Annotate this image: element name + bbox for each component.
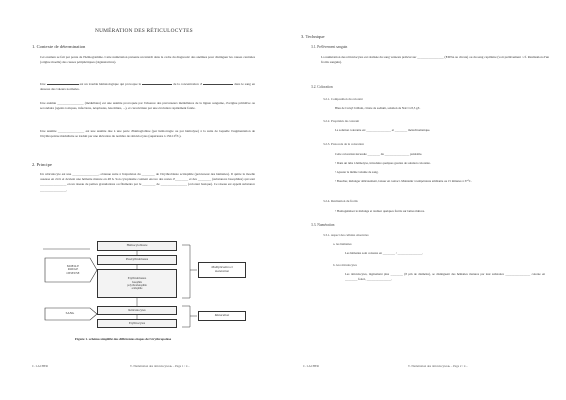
moelle-osseuse-label: MOELLE ROUGE OSSEUSE [66, 263, 80, 275]
page-2 [283, 0, 566, 400]
hematies-paragraph: Les hématies sont colorées en ________ / ________________. [345, 251, 424, 255]
multiplication-maturation-box: Multiplication et maturation [198, 262, 246, 278]
section-3-2-heading: 3.2. Coloration [311, 85, 333, 89]
section-3-3-heading: 3.3. Numération [311, 223, 335, 227]
section-3-2-3-paragraph-1: Cette coloration nécessite ________ du ________________ préalable. [335, 152, 423, 156]
section-1-paragraph-2: Une est un trouble hématologique qui provoque la de la concentration d' dans le sang en dessous des valeurs normales. [40, 82, 256, 92]
hematies-subheading: a. les hématies [333, 242, 352, 246]
section-3-2-4-paragraph: • Homogénéiser le mélange et réaliser quelques frottis sur lames minces. [335, 209, 425, 213]
footer-page-info: T- Numération des réticulocytes ▸ – Page 1 / 4 – [130, 364, 190, 368]
erythrocytes-box: Erythrocytes [97, 319, 177, 328]
section-3-2-3-step-1: • Dans un tube à hémolyse, introduire quelques gouttes de solution colorante. [335, 161, 431, 165]
section-3-heading: 3. Technique [301, 34, 325, 39]
section-1-paragraph-4: Une anémie ________________ est une anémie due à une perte d'hémoglobine (par hémorragie ou par hémolyse) à la suite de laquelle l'augmentation de l'érythropoïèse médullaire se traduit par une élévation du nombre de réticulocytes (supérieure à 150.10⁹/L). [40, 129, 255, 139]
footer-author: C. LACHER [32, 364, 48, 368]
section-3-2-4-heading: 3.2.4. Réalisation du frottis [323, 199, 358, 203]
section-3-1-heading: 3.1. Prélèvement sanguin [311, 45, 348, 49]
section-1-paragraph-1: Cet examen se fait par ponte de l'hémogramme. Cette numération présente un intérêt dans le cadre du diagnostic des anémies pour distinguer les causes centrales (origine moelle) des causes périphériques (régénératives). [40, 55, 255, 65]
erythroblastes-stages: basophile polychromatophile acidophile [127, 280, 147, 290]
hemocytoblaste-box: Hémocytoblaste [97, 241, 177, 251]
section-1-paragraph-3: Une anémie ________________ (médullaire) est une anémie provoquée par l'absence des précurseurs médullaires de la lignée sanguine, d'origine primitive ou secondaire (agents toxiques, infections, néoplasies, leucémies, ...), et caractérisée par une évolution rapidement fatale. [40, 101, 255, 111]
section-2-heading: 2. Principe [32, 162, 52, 167]
document-title: NUMÉRATION DES RÉTICULOCYTES [95, 28, 193, 34]
section-3-2-3-step-2: • Ajouter le même volume de sang. [335, 170, 379, 174]
section-3-1-paragraph: La numération des réticulocytes est réalisée du sang veineux prélevé sur ________________ (EDTA ou citrate) ou du sang capillaire (voir prélèvement : cf. Réalisation d'un frottis sanguin). [321, 55, 549, 65]
erythroblastes-box [97, 269, 177, 298]
section-3-2-1-heading: 3.2.1. Composition du colorant [323, 97, 363, 101]
sang-label: SANG [65, 311, 75, 316]
section-3-2-2-paragraph: La solution colorante est ________________ et ________ métachromatique. [335, 128, 431, 132]
section-3-2-3-heading: 3.2.3. Protocole de la coloration [323, 142, 364, 146]
footer-page-info: T- Numération des réticulocytes ▸ – Page 2 / 4 – [408, 364, 468, 368]
reticulocytes-subheading: b. les réticulocytes [333, 263, 357, 267]
section-3-2-2-heading: 3.2.2. Propriétés du colorant [323, 119, 360, 123]
section-2-paragraph: Un réticulocyte est une ________________, obtenue suite à l'expulsion du ________ de l'érythroblaste acidophile (précurseur des hématies). Il quitte la moelle osseuse en 24 h et devient une hématie mature en 48 h. Son cytoplasme contient encore des restes d'________ et des ________ (substances basophiles) qui sont ________________ en un réseau de petites granulations ou filaments par le ________ de ________________ (colorant basique). Ce réseau est appelé substance ________________. [40, 172, 255, 192]
section-3-2-1-paragraph: Bleu de Crésyl brillant, citrate de sodium, solution de NaCl à 8,5 g/L [335, 106, 421, 110]
reticulocytes-paragraph: Les réticulocytes, légèrement plus ________ (8 µm de diamètre), se distinguent des hématies matures par leur substance ________________ colorée en ________ foncé, ________________. [345, 272, 545, 282]
maturation-box: Maturation [198, 311, 246, 321]
reticulocytes-box: Réticulocytes [97, 306, 177, 315]
proerythroblaste-box: Proérythroblastes [97, 255, 177, 265]
section-1-heading: 1. Contexte de détermination [32, 44, 86, 49]
figure-caption: Figure 1. schéma simplifié des différentes étapes de l'érythropoïèse [75, 337, 172, 341]
erythroblastes-label: Erythroblastes [127, 276, 147, 281]
footer-author: C. LACHER [303, 364, 319, 368]
section-3-2-3-step-3: • Boucher, mélanger délicatement, laisser en contact. Maintenir à température ambiante ou 15 minutes à 37°C. [335, 179, 472, 183]
section-3-3-1-heading: 3.3.1. Aspect des cellules observées [323, 233, 369, 237]
